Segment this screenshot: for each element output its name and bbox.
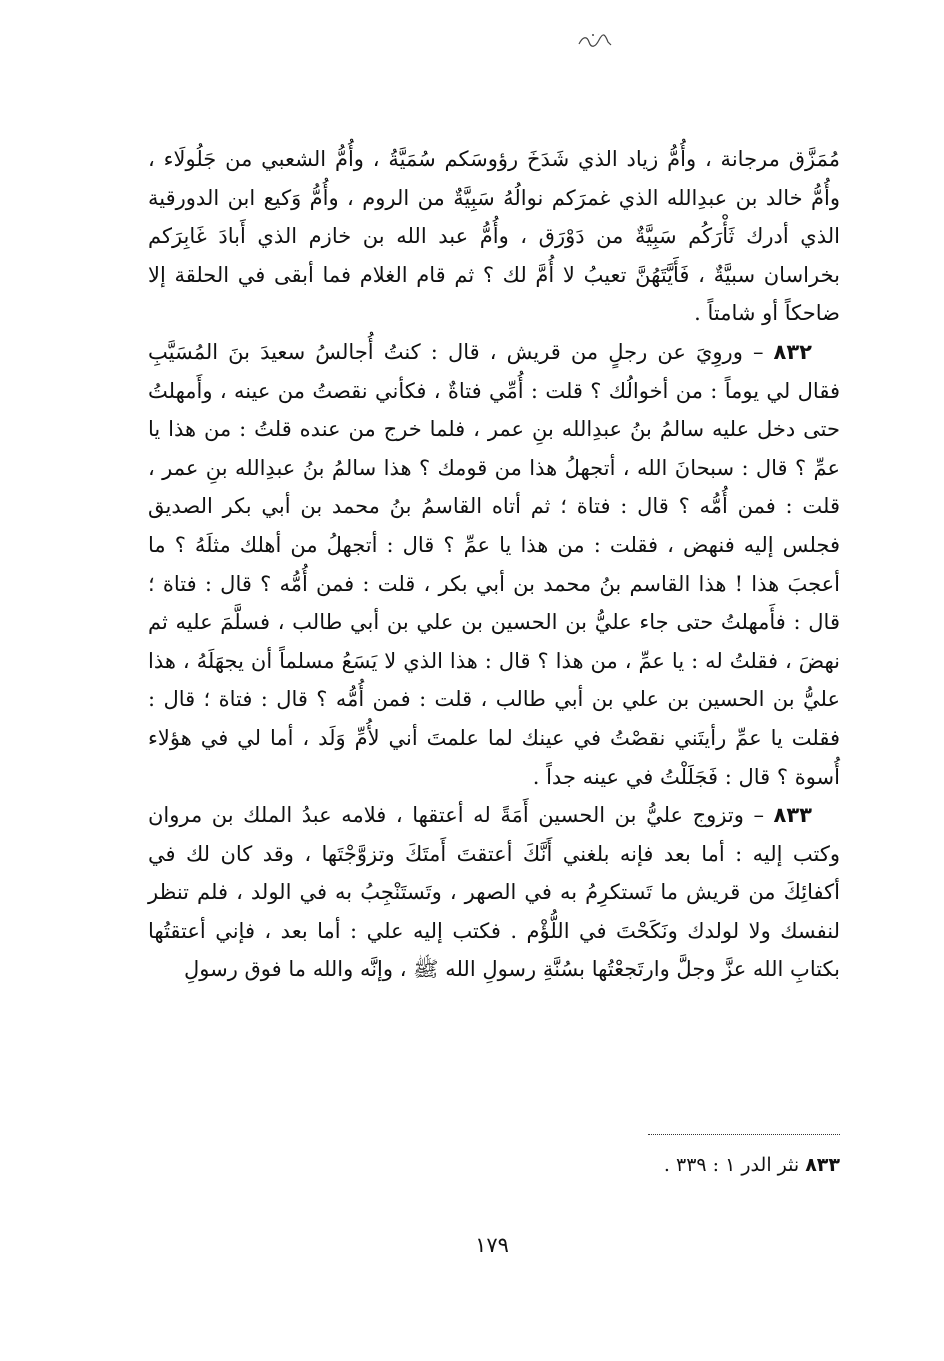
handwritten-mark-icon	[575, 30, 615, 52]
entry-number: ٨٣٢	[773, 339, 812, 364]
main-text	[148, 140, 840, 989]
footnote	[664, 1150, 840, 1180]
footnote-number: ٨٣٣	[805, 1154, 840, 1176]
paragraph-832	[148, 333, 840, 796]
entry-dash: –	[752, 339, 764, 364]
entry-number: ٨٣٣	[773, 803, 812, 828]
paragraph-text: وروِيَ عن رجلٍ من قريش ، قال : كنتُ أُجالسُ سعيدَ بنَ المُسَيَّبِ فقال لي يوماً : من أخوالُك ؟ قلت : أُمِّي فتاةٌ ، فكأني نقصتُ من عينه ، وأَمهلتُ حتى دخل عليه سالمُ بنُ عبدِالله بنِ عمر ، فلما خرج من عنده قلتُ : من هذا يا عمِّ ؟ قال : سبحانَ الله ، أتجهلُ هذا من قومك ؟ هذا سالمُ بنُ عبدِالله بنِ عمر ، قلت : فمن أُمُّه ؟ قال : فتاة ؛ ثم أتاه القاسمُ بنُ محمد بن أبي بكر الصديق فجلس إليه فنهض ، فقلت : من هذا يا عمِّ ؟ قال : أتجهلُ من أهلك مثلَهُ ؟ ما أعجبَ هذا ! هذا القاسم بنُ محمد بن أبي بكر ، قلت : فمن أُمُّه ؟ قال : فتاة ؛ قال : فأَمهلتُ حتى جاء عليُّ بن الحسين بن علي بن أبي طالب ، فسلَّمَ عليه ثم نهضَ ، فقلتُ له : يا عمِّ ، من هذا ؟ قال : هذا الذي لا يَسَعُ مسلماً أن يجهَلَهُ ، هذا عليُّ بن الحسين بن علي بن أبي طالب ، قلت : فمن أُمُّه ؟ قال : فتاة ؛ قال : فقلت يا عمِّ رأيتَني نقصْتُ في عينك لما علمتَ أني لأُمِّ وَلَد ، أما لي في هؤلاء أُسوة ؟ قال : فَجَلَلْتُ في عينه جداً .	[148, 339, 840, 789]
paragraph-833	[148, 796, 840, 989]
paragraph-text: وتزوج عليُّ بن الحسين أَمَةً له أعتقها ، فلامه عبدُ الملك بن مروان وكتب إليه : أما بعد فإنه بلغني أَنَّكَ أعتقتَ أَمتَكَ وتزوَّجْتَها ، وقد كان لك في أكفائِكَ من قريش ما تَستكرِمُ به في الصهر ، وتَستَنْجِبُ به في الولد ، فلم تنظر لنفسك ولا لولدك ونَكَحْتَ في اللُّؤْم . فكتب إليه علي : أما بعد ، فإني أعتقتُها بكتابِ الله عزَّ وجلَّ وارتَجعْتُها بسُنَّةِ رسولِ الله ﷺ ، وإنَّه والله ما فوق رسولِ	[148, 803, 840, 982]
footnote-divider	[648, 1134, 840, 1135]
footnote-text: نثر الدر ١ : ٣٣٩ .	[663, 1154, 800, 1176]
page-number: ١٧٩	[475, 1233, 509, 1257]
paragraph-continuation	[148, 140, 840, 333]
paragraph-text: مُمَزَّق مرجانة ، وأُمُّ زياد الذي شَدَخَ رؤوسَكم سُمَيَّةُ ، وأُمُّ الشعبي من جَلُولَاء ، وأُمُّ خالد بن عبدِالله الذي غمرَكم نوالُهُ سَبِيَّةٌ من الروم ، وأُمُّ وَكيع ابن الدورقية الذي أدرك ثَأْرَكُم سَبِيَّةٌ من دَوْرَق ، وأُمُّ عبد الله بن خازم الذي أَبادَ غَابِرَكم بخراسان سبيَّةٌ ، فَأَيَّتَهُنَّ تعيبُ لا أُمَّ لك ؟ ثم قام الغلام فما أبقى في الحلقة إلا ضاحكاً أو شامتاً .	[148, 147, 840, 326]
entry-dash: –	[753, 803, 764, 828]
